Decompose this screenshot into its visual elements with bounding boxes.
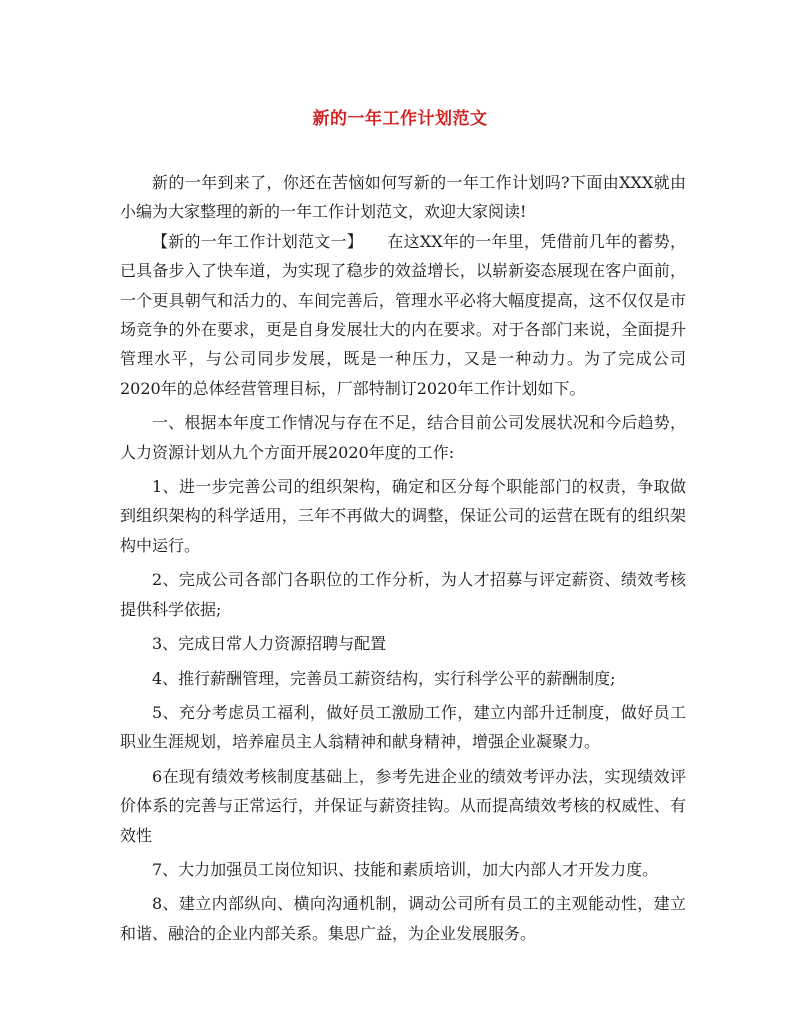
list-item: 8、建立内部纵向、横向沟通机制，调动公司所有员工的主观能动性，建立和谐、融洽的企业内部关系。集思广益，为企业发展服务。: [120, 894, 686, 943]
intro-paragraph: 新的一年到来了，你还在苦恼如何写新的一年工作计划吗?下面由XXX就由小编为大家整理的新的一年工作计划范文，欢迎大家阅读!: [120, 173, 686, 222]
section-heading-paragraph: 一、根据本年度工作情况与存在不足，结合目前公司发展状况和今后趋势，人力资源计划从九个方面开展2020年度的工作:: [120, 413, 686, 462]
list-item: 5、充分考虑员工福利，做好员工激励工作，建立内部升迁制度，做好员工职业生涯规划，培养雇员主人翁精神和献身精神，增强企业凝聚力。: [120, 702, 686, 752]
list-item: 1、进一步完善公司的组织架构，确定和区分每个职能部门的权责，争取做到组织架构的科学适用，三年不再做大的调整，保证公司的运营在既有的组织架构中运行。: [120, 477, 686, 555]
list-item: 7、大力加强员工岗位知识、技能和素质培训，加大内部人才开发力度。: [152, 859, 659, 879]
section-one-paragraph: 【新的一年工作计划范文一】 在这XX年的一年里，凭借前几年的蓄势，已具备步入了快车道，为实现了稳步的效益增长，以崭新姿态展现在客户面前，一个更具朝气和活力的、车间完善后，管理水平必将大幅度提高，这不仅仅是市场竞争的外在要求，更是自身发展壮大的内在要求。对于各部门来说，全面提升管理水平，与公司同步发展，既是一种压力，又是一种动力。为了完成公司2020年的总体经营管理目标，厂部特制订2020年工作计划如下。: [120, 231, 686, 398]
list-item: 3、完成日常人力资源招聘与配置: [152, 634, 387, 654]
document-body: [120, 168, 686, 948]
list-item: 2、完成公司各部门各职位的工作分析，为人才招募与评定薪资、绩效考核提供科学依据;: [120, 570, 686, 619]
list-item: 6在现有绩效考核制度基础上，参考先进企业的绩效考评办法，实现绩效评价体系的完善与正常运行，并保证与薪资挂钩。从而提高绩效考核的权威性、有效性: [120, 766, 686, 845]
document-title: 新的一年工作计划范文: [312, 109, 488, 129]
list-item: 4、推行薪酬管理，完善员工薪资结构，实行科学公平的薪酬制度;: [152, 668, 616, 688]
